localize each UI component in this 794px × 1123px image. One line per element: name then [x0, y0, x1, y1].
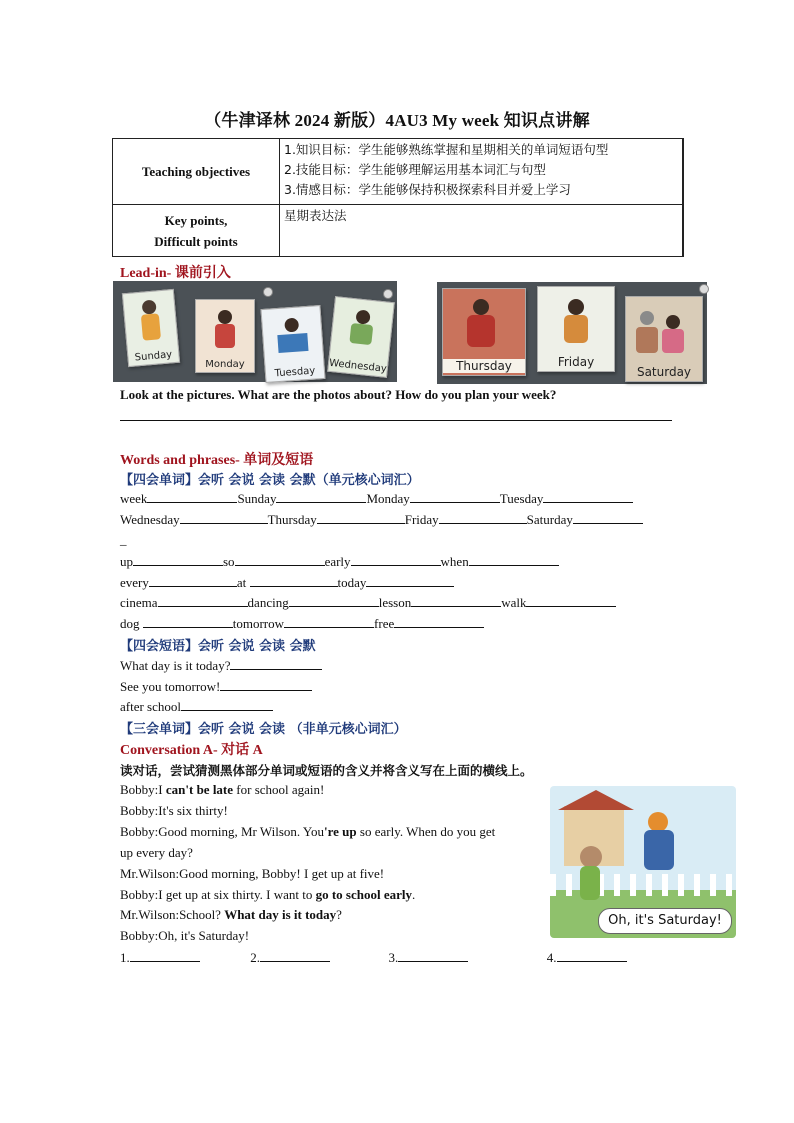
speech-bubble: Oh, it's Saturday!: [598, 908, 732, 934]
phrase-1: What day is it today?: [120, 657, 322, 674]
word-row-6: dog tomorrow free: [120, 615, 484, 632]
word-row-4: every at today: [120, 574, 454, 591]
photo-wednesday: Wednesday: [327, 296, 395, 378]
objectives-list: [280, 139, 684, 205]
phrase-3: after school: [120, 698, 273, 715]
keypoints-value: 星期表达法: [280, 205, 684, 257]
photo-board-left: [113, 281, 397, 382]
dialogue-line-1: Bobby:I can't be late for school again!: [120, 782, 325, 797]
leadin-heading: Lead-in- 课前引入: [120, 266, 231, 281]
photo-friday: Friday: [537, 286, 615, 372]
dialogue-line-4: up every day?: [120, 845, 193, 860]
answer-blanks: 1. 2. 3. 4.: [120, 949, 627, 966]
word-row-1: week Sunday Monday Tuesday: [120, 490, 633, 507]
three-words-heading: 【三会单词】会听 会说 会读 （非单元核心词汇）: [120, 722, 407, 737]
cartoon-illustration: [550, 786, 736, 938]
dialogue-line-7: Mr.Wilson:School? What day is it today?: [120, 907, 342, 922]
leadin-question: Look at the pictures. What are the photos about? How do you plan your week?: [120, 387, 557, 402]
dialogue-line-2: Bobby:It's six thirty!: [120, 803, 228, 818]
objective-skill: 2.技能目标：学生能够理解运用基本词汇与句型: [284, 162, 546, 177]
dialogue-line-8: Bobby:Oh, it's Saturday!: [120, 928, 250, 943]
four-words-heading: 【四会单词】会听 会说 会读 会默（单元核心词汇）: [120, 473, 420, 488]
photo-saturday: Saturday: [625, 296, 703, 382]
photo-tuesday: Tuesday: [260, 305, 325, 383]
keypoints-label: Key points, Difficult points: [113, 205, 280, 257]
answer-line: [120, 420, 672, 421]
objectives-label: Teaching objectives: [113, 139, 280, 205]
word-row-2-overflow: _: [120, 532, 127, 547]
page-title: （牛津译林 2024 新版）4AU3 My week 知识点讲解: [204, 111, 590, 130]
photo-monday: Monday: [195, 299, 255, 373]
photo-board-right: [437, 282, 707, 384]
word-row-2: Wednesday Thursday Friday Saturday: [120, 511, 643, 528]
objective-emotion: 3.情感目标：学生能够保持积极探索科目并爱上学习: [284, 182, 571, 197]
dialogue-line-3: Bobby:Good morning, Mr Wilson. You're up so early. When do you get: [120, 824, 496, 839]
word-row-3: up so early when: [120, 553, 559, 570]
objectives-table: [112, 138, 684, 257]
photo-thursday: Thursday: [442, 288, 526, 376]
words-heading: Words and phrases- 单词及短语: [120, 453, 314, 468]
conversation-heading: Conversation A- 对话 A: [120, 743, 263, 758]
photo-sunday: Sunday: [122, 289, 180, 367]
conversation-instruction: 读对话，尝试猜测黑体部分单词或短语的含义并将含义写在上面的横线上。: [120, 763, 533, 778]
word-row-5: cinema dancing lesson walk: [120, 594, 616, 611]
four-phrases-heading: 【四会短语】会听 会说 会读 会默: [120, 639, 316, 654]
dialogue-line-5: Mr.Wilson:Good morning, Bobby! I get up at five!: [120, 866, 385, 881]
objective-knowledge: 1.知识目标：学生能够熟练掌握和星期相关的单词短语句型: [284, 142, 609, 157]
dialogue-line-6: Bobby:I get up at six thirty. I want to go to school early.: [120, 887, 416, 902]
phrase-2: See you tomorrow!: [120, 678, 312, 695]
